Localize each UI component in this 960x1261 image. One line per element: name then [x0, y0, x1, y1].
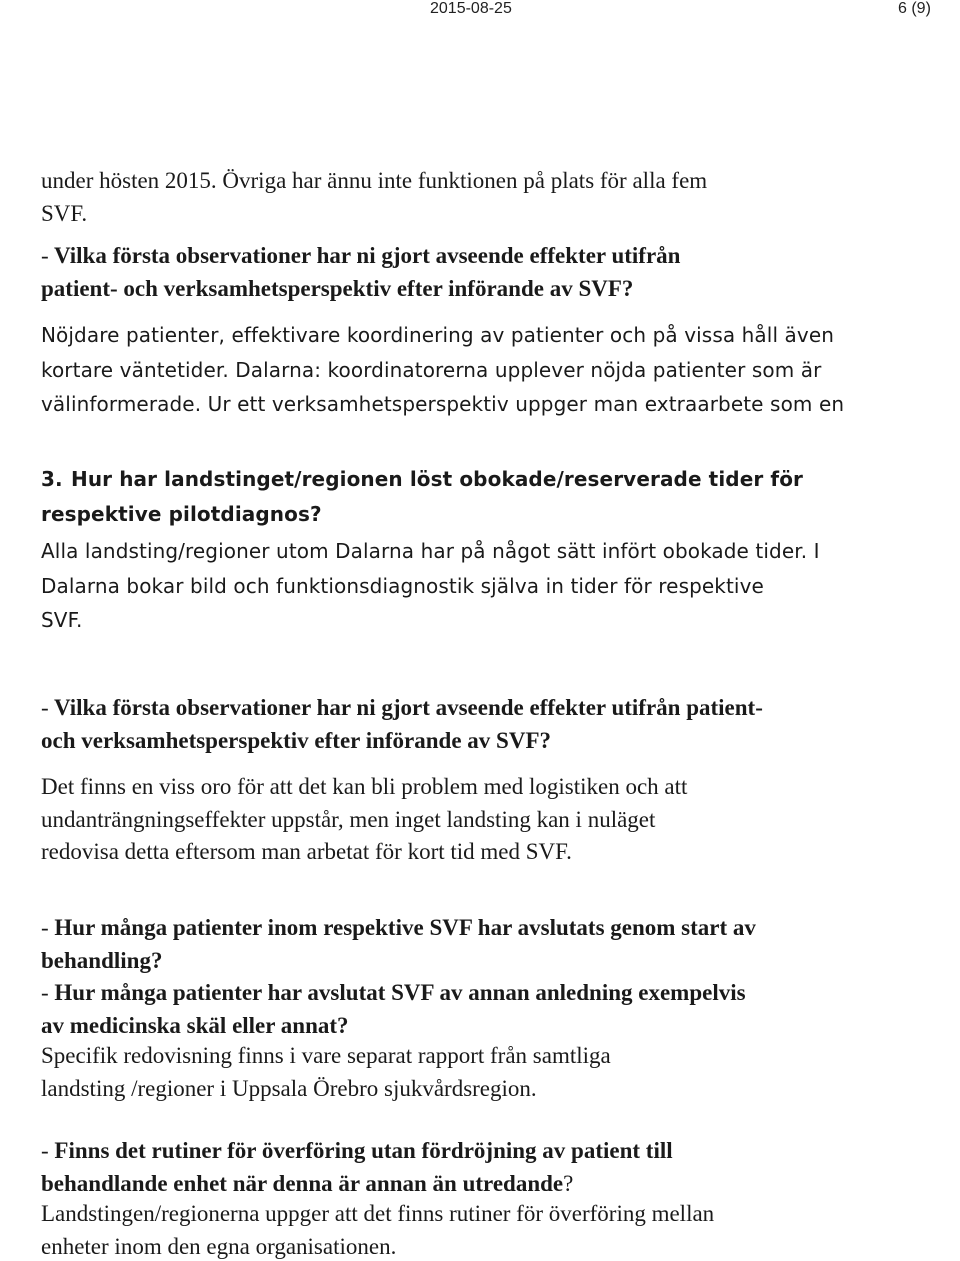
question-first-observations-1	[41, 240, 936, 305]
question-dash: -	[41, 980, 49, 1005]
question-dash: -	[41, 695, 49, 720]
question-3	[41, 462, 936, 531]
question-line-1: Vilka första observationer har ni gjort avseende effekter utifrån	[48, 243, 681, 268]
question-mark: ?	[563, 1170, 574, 1196]
header-date: 2015-08-25	[430, 0, 512, 17]
answer-3-line-1: Alla landsting/regioner utom Dalarna har på något sätt infört obokade tider. I	[41, 539, 820, 563]
question-line-2: av medicinska skäl eller annat?	[41, 1012, 349, 1038]
question-patient-count-treatment	[41, 912, 936, 977]
answer-line-3: välinformerade. Ur ett verksamhetsperspektiv uppger man extraarbete som en	[41, 392, 845, 416]
answer-line-1: Det finns en viss oro för att det kan bli problem med logistiken och att	[41, 774, 688, 799]
answer-patient-count	[41, 1040, 936, 1105]
question-line-2: och verksamhetsperspektiv efter införande av SVF?	[41, 727, 551, 753]
question-line-2: patient- och verksamhetsperspektiv efter införande av SVF?	[41, 275, 634, 301]
header-page-number: 6 (9)	[898, 0, 931, 17]
page-header	[0, 0, 960, 24]
question-first-observations-2	[41, 692, 936, 757]
question-dash: -	[41, 1138, 49, 1163]
answer-transfer-routines	[41, 1198, 936, 1261]
answer-line-3: redovisa detta eftersom man arbetat för kort tid med SVF.	[41, 839, 572, 864]
question-number: 3.	[41, 467, 63, 491]
question-line-1: Finns det rutiner för överföring utan fördröjning av patient till	[48, 1138, 673, 1163]
intro-paragraph	[41, 165, 936, 230]
answer-line-1: Nöjdare patienter, effektivare koordinering av patienter och på vissa håll även	[41, 323, 835, 347]
question-patient-count-other	[41, 977, 936, 1042]
question-line-2: behandling?	[41, 947, 163, 973]
answer-line-2: kortare väntetider. Dalarna: koordinatorerna upplever nöjda patienter som är	[41, 357, 822, 382]
question-3-line-2: respektive pilotdiagnos?	[41, 501, 322, 526]
answer-line-1: Landstingen/regionerna uppger att det finns rutiner för överföring mellan	[41, 1201, 715, 1226]
question-line-1: Vilka första observationer har ni gjort avseende effekter utifrån patient-	[48, 695, 763, 720]
answer-first-observations-2	[41, 771, 936, 869]
answer-3-line-2: Dalarna bokar bild och funktionsdiagnostik själva in tider för respektive	[41, 573, 764, 598]
question-dash: -	[41, 243, 49, 268]
question-transfer-routines	[41, 1135, 936, 1200]
question-dash: -	[41, 915, 49, 940]
answer-line-2: undanträngningseffekter uppstår, men inget landsting kan i nuläget	[41, 806, 656, 832]
question-3-line-1: Hur har landstinget/regionen löst obokade/reserverade tider för	[71, 467, 804, 491]
answer-3-line-3: SVF.	[41, 608, 83, 632]
intro-line-1: under hösten 2015. Övriga har ännu inte funktionen på plats för alla fem	[41, 168, 708, 193]
answer-line-1: Specifik redovisning finns i vare separat rapport från samtliga	[41, 1043, 611, 1068]
answer-first-observations-1	[41, 318, 936, 422]
question-line-2: behandlande enhet när denna är annan än utredande	[41, 1170, 564, 1196]
answer-line-2: landsting /regioner i Uppsala Örebro sjukvårdsregion.	[41, 1075, 537, 1101]
question-line-1: Hur många patienter har avslutat SVF av annan anledning exempelvis	[48, 980, 746, 1005]
question-line-1: Hur många patienter inom respektive SVF har avslutats genom start av	[48, 915, 756, 940]
answer-3	[41, 534, 936, 638]
answer-line-2: enheter inom den egna organisationen.	[41, 1233, 397, 1259]
intro-line-2: SVF.	[41, 200, 88, 226]
